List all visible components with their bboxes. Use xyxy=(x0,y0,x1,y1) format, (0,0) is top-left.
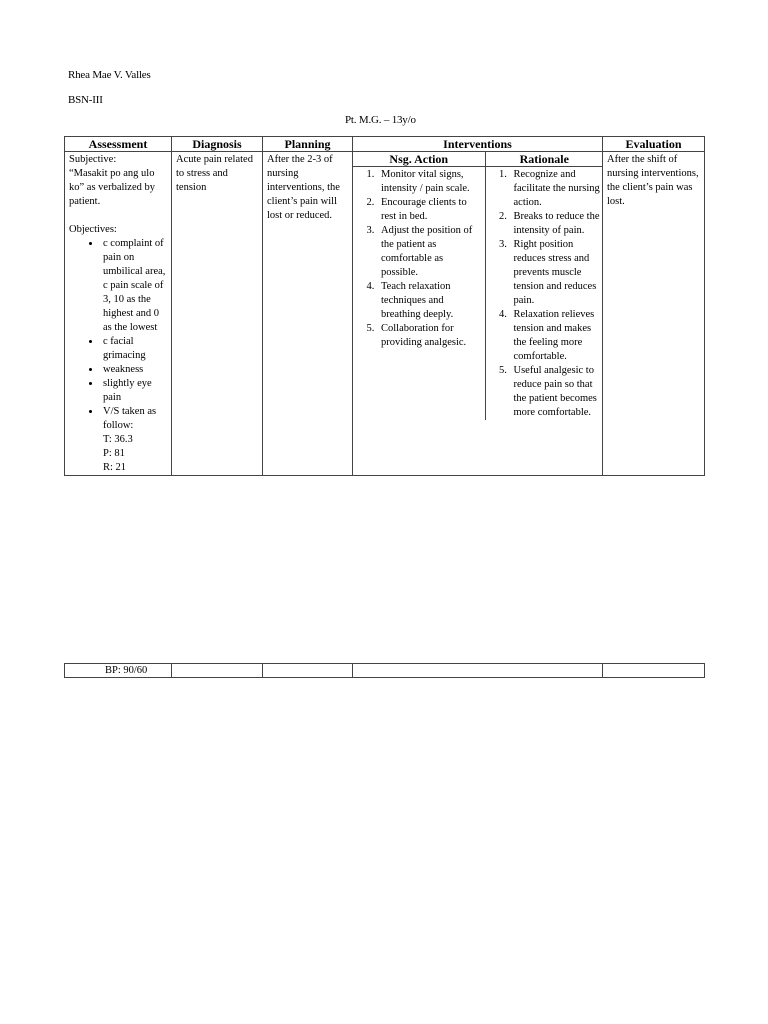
list-item: 2. Breaks to reduce the intensity of pain. xyxy=(510,210,602,238)
objective-item: • weakness xyxy=(101,363,167,377)
subjective-label: Subjective: xyxy=(69,154,117,165)
content-row xyxy=(65,152,705,476)
objective-item xyxy=(101,405,167,475)
course-label: BSN-III xyxy=(68,94,103,106)
continuation-table xyxy=(64,663,705,678)
objectives-label: Objectives: xyxy=(69,224,117,235)
nsg-action-cell xyxy=(353,167,485,421)
list-item: 4. Teach relaxation techniques and breathing deeply. xyxy=(377,280,483,322)
vitals-intro: V/S taken as follow: xyxy=(103,406,157,431)
rationale-cell xyxy=(485,167,603,421)
list-item: 3. Right position reduces stress and prevents muscle tension and reduces pain. xyxy=(510,238,602,308)
care-plan-table xyxy=(64,136,705,476)
patient-label: Pt. M.G. – 13y/o xyxy=(345,114,416,126)
vital-resp: R: 21 xyxy=(103,462,127,473)
col-planning: Planning xyxy=(263,137,353,152)
bp-reading: BP: 90/60 xyxy=(65,664,172,678)
col-interventions: Interventions xyxy=(353,137,603,152)
interventions-cell xyxy=(353,152,603,476)
continuation-row xyxy=(65,664,705,678)
col-assessment: Assessment xyxy=(65,137,172,152)
objectives-list xyxy=(69,237,167,475)
empty-cell xyxy=(603,664,705,678)
list-item: 1. Recognize and facilitate the nursing action. xyxy=(510,168,602,210)
author-name: Rhea Mae V. Valles xyxy=(68,69,151,81)
list-item: 3. Adjust the position of the patient as comfortable as possible. xyxy=(377,224,483,280)
list-item: 5. Collaboration for providing analgesic. xyxy=(377,322,483,350)
interventions-subtable xyxy=(353,152,603,420)
vital-temp: T: 36.3 xyxy=(103,434,133,445)
list-item: 4. Relaxation relieves tension and makes the feeling more comfortable. xyxy=(510,308,602,364)
subjective-text: “Masakit po ang ulo ko” as verbalized by patient. xyxy=(69,168,156,207)
col-nsg-action: Nsg. Action xyxy=(353,152,485,167)
objective-item: • c complaint of pain on umbilical area, c pain scale of 3, 10 as the highest and 0 as the lowest xyxy=(101,237,167,335)
col-rationale: Rationale xyxy=(485,152,603,167)
objective-item: • slightly eye pain xyxy=(101,377,167,405)
col-diagnosis: Diagnosis xyxy=(172,137,263,152)
list-item: 2. Encourage clients to rest in bed. xyxy=(377,196,483,224)
assessment-cell xyxy=(65,152,172,476)
rationale-list xyxy=(488,168,602,420)
col-evaluation: Evaluation xyxy=(603,137,705,152)
evaluation-cell: After the shift of nursing interventions, the client’s pain was lost. xyxy=(603,152,705,476)
objective-item: • c facial grimacing xyxy=(101,335,167,363)
diagnosis-cell: Acute pain related to stress and tension xyxy=(172,152,263,476)
empty-cell xyxy=(172,664,263,678)
list-item: 1. Monitor vital signs, intensity / pain scale. xyxy=(377,168,483,196)
planning-cell: After the 2-3 of nursing interventions, the client’s pain will lost or reduced. xyxy=(263,152,353,476)
list-item: 5. Useful analgesic to reduce pain so that the patient becomes more comfortable. xyxy=(510,364,602,420)
empty-cell xyxy=(263,664,353,678)
vital-pulse: P: 81 xyxy=(103,448,125,459)
nsg-action-list xyxy=(355,168,483,350)
header-row xyxy=(65,137,705,152)
empty-cell xyxy=(353,664,603,678)
